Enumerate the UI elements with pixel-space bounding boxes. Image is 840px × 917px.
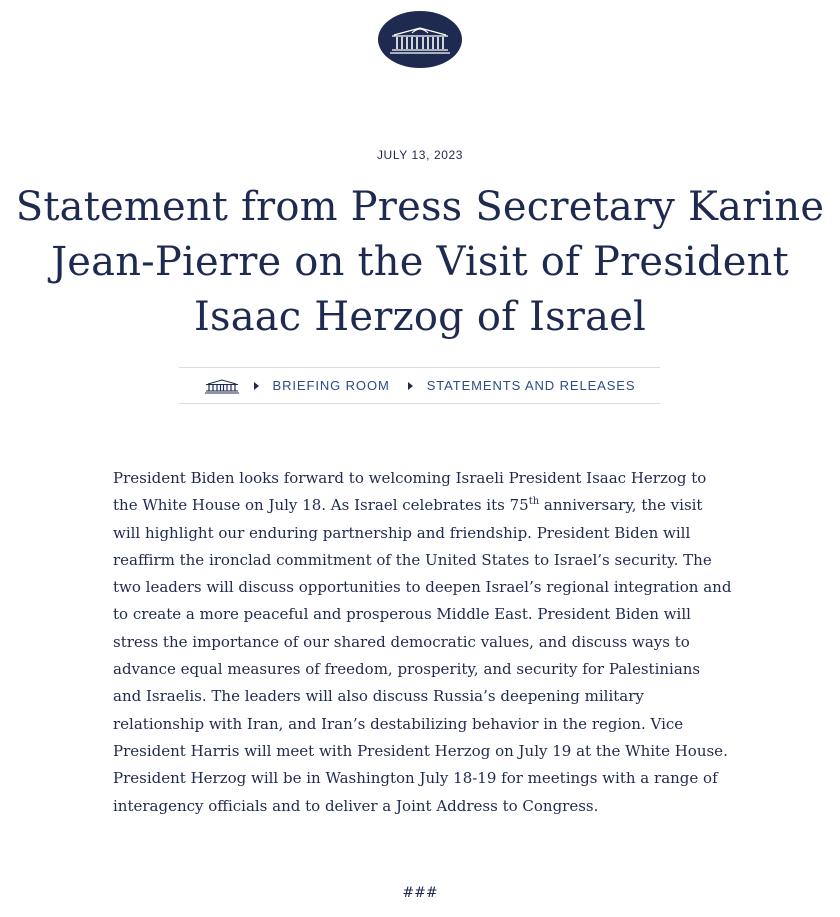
page-title: Statement from Press Secretary Karine Jean-Pierre on the Visit of President Isaac Herzog of Israel <box>15 184 825 340</box>
article-body <box>113 465 733 820</box>
end-mark: ### <box>402 885 438 901</box>
body-text-part2: anniversary, the visit will highlight our enduring partnership and friendship. President Biden will reaffirm the ironclad commitment of the United States to Israel’s security. The two leaders will discuss opportunities to deepen Israel’s regional integration and to create a more peaceful and prosperous Middle East. President Biden will stress the importance of our shared democratic values, and discuss ways to advance equal measures of freedom, prosperity, and security for Palestinians and Israelis. The leaders will also discuss Russia’s deepening military relationship with Iran, and Iran’s destabilizing behavior in the region. Vice President Harris will meet with President Herzog on July 19 at the White House. President Herzog will be in Washington July 18-19 for meetings with a range of interagency officials and to deliver a Joint Address to Congress. <box>113 496 732 815</box>
chevron-right-icon <box>254 382 259 390</box>
breadcrumb-statements-and-releases[interactable]: STATEMENTS AND RELEASES <box>426 378 636 393</box>
white-house-icon[interactable] <box>204 378 240 394</box>
breadcrumb-briefing-room[interactable]: BRIEFING ROOM <box>272 378 390 393</box>
body-superscript: th <box>528 496 540 508</box>
breadcrumb <box>179 367 660 404</box>
body-text-part1: President Biden looks forward to welcoming Israeli President Isaac Herzog to the White House on July 18. As Israel celebrates its 75 <box>113 469 707 515</box>
article-date: JULY 13, 2023 <box>376 148 464 162</box>
chevron-right-icon <box>408 382 413 390</box>
white-house-seal-icon[interactable] <box>378 11 462 68</box>
